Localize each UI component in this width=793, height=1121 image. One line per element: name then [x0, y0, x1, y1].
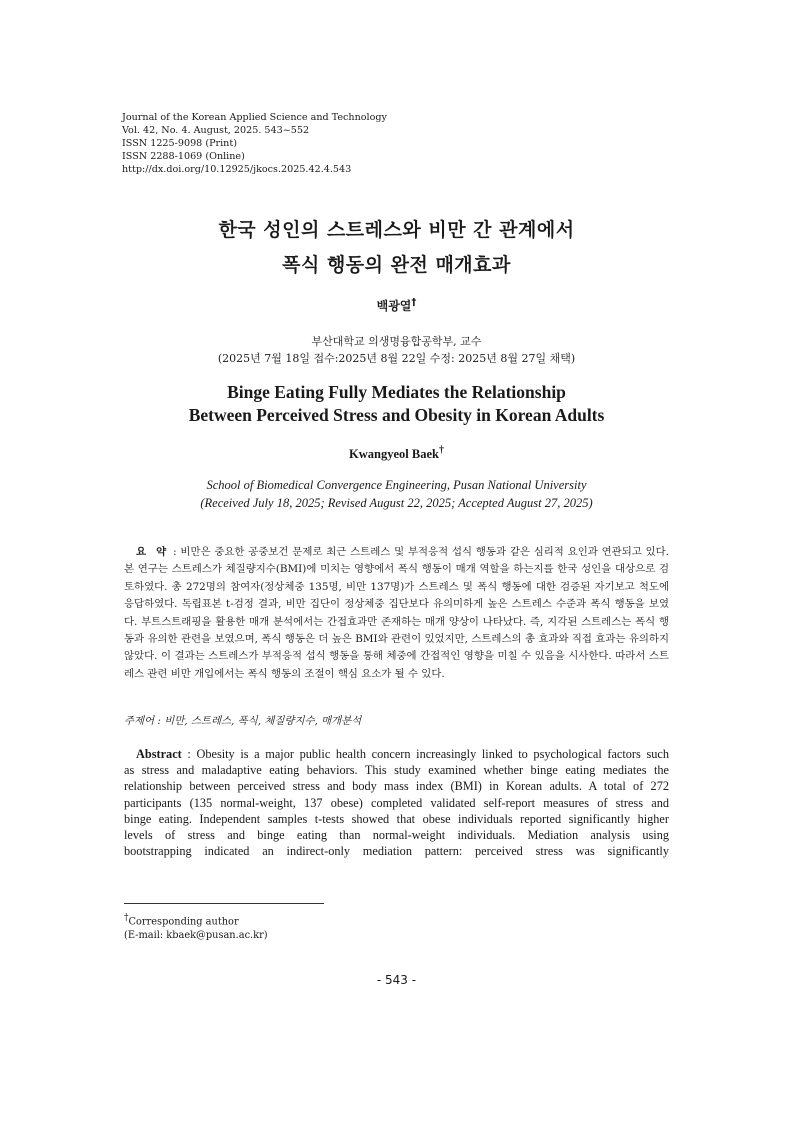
footnote-corresponding: [124, 911, 268, 929]
english-abstract-line: as stress and maladaptive eating behaviors. This study examined whether binge eating mediates the: [124, 763, 669, 778]
english-abstract-line: bootstrapping indicated an indirect-only mediation pattern: perceived stress was significantly: [124, 844, 669, 859]
korean-abstract-text: 비만은 중요한 공중보건 문제로 최근 스트레스 및 부적응적 섭식 행동과 같은 심리적 요인과 연관되고 있다. 본 연구는 스트레스가 체질량지수(BMI)에 미치는 영향에서 폭식 행동이 매개 역할을 하는지를 한국 성인을 대상으로 검토하였다. 총 272명의 참여자(정상체중 135명, 비만 137명)가 스트레스 및 폭식 행동에 대한 검증된 자기보고 척도에 응답하였다. 독립표본 t-검정 결과, 비만 집단이 정상체중 집단보다 유의미하게 높은 스트레스 수준과 폭식 행동을 보였다. 부트스트래핑을 활용한 매개 분석에서는 간접효과만 존재하는 매개 양상이 나타났다. 즉, 지각된 스트레스는 폭식 행동과 유의한 관련을 보였으며, 폭식 행동은 더 높은 BMI와 관련이 있었지만, 스트레스의 총 효과와 직접 효과는 유의하지 않았다. 이 결과는 스트레스가 부적응적 섭식 행동을 통해 체중에 간접적인 영향을 미칠 수 있음을 시사한다. 따라서 스트레스 관련 비만 개입에서는 폭식 행동의 조절이 핵심 요소가 될 수 있다.: [124, 546, 669, 680]
english-author: [0, 445, 793, 462]
english-title-line2: Between Perceived Stress and Obesity in Korean Adults: [188, 405, 605, 425]
footnote: [124, 911, 268, 943]
korean-author: [0, 297, 793, 314]
korean-author-name: 백광열: [376, 299, 412, 313]
english-abstract-line: relationship between perceived stress and body mass index (BMI) in Korean adults. A total of 272: [124, 779, 669, 794]
korean-abstract: [124, 544, 669, 683]
english-abstract-line: participants (135 normal-weight, 137 obese) completed validated self-report measures of stress and: [124, 795, 669, 810]
journal-issn-online: ISSN 2288-1069 (Online): [122, 150, 245, 162]
footnote-dagger: †: [124, 913, 129, 923]
english-abstract-line: levels of stress and binge eating than normal-weight individuals. Mediation analysis using: [124, 828, 669, 843]
footnote-divider: [124, 903, 324, 904]
english-author-dagger: †: [438, 445, 444, 456]
korean-abstract-separator: :: [169, 546, 181, 558]
journal-doi[interactable]: http://dx.doi.org/10.12925/jkocs.2025.42.4.543: [122, 163, 352, 175]
english-abstract: [124, 746, 669, 859]
footnote-line1: Corresponding author: [128, 916, 239, 928]
journal-header: [122, 112, 387, 177]
korean-author-dagger: †: [411, 297, 417, 308]
english-abstract-line: binge eating. Independent samples t-tests showed that obese individuals reported significantly higher: [124, 811, 669, 826]
english-abstract-line-text: Obesity is a major public health concern increasingly linked to psychological factors such: [196, 747, 669, 761]
english-title-line1: Binge Eating Fully Mediates the Relationship: [227, 382, 566, 402]
korean-dates: (2025년 7월 18일 접수:2025년 8월 22일 수정: 2025년 8월 27일 채택): [217, 352, 576, 365]
english-abstract-line: [124, 746, 669, 762]
journal-volume: Vol. 42, No. 4. August, 2025. 543~552: [122, 124, 310, 136]
journal-name: Journal of the Korean Applied Science and Technology: [122, 112, 387, 123]
korean-affiliation: 부산대학교 의생명융합공학부, 교수: [311, 335, 482, 348]
english-abstract-separator: :: [181, 747, 197, 761]
footnote-email[interactable]: (E-mail: kbaek@pusan.ac.kr): [124, 930, 268, 942]
journal-issn-print: ISSN 1225-9098 (Print): [122, 137, 237, 149]
english-affiliation: School of Biomedical Convergence Engineering, Pusan National University: [206, 478, 587, 492]
korean-abstract-label: 요 약: [136, 546, 170, 558]
korean-title-line2: 폭식 행동의 완전 매개효과: [282, 254, 511, 276]
english-dates: (Received July 18, 2025; Revised August 22, 2025; Accepted August 27, 2025): [200, 496, 593, 510]
english-abstract-label: Abstract: [136, 747, 182, 761]
page-number: - 543 -: [376, 973, 417, 987]
english-author-name: Kwangyeol Baek: [349, 447, 439, 461]
korean-keywords: 주제어 : 비만, 스트레스, 폭식, 체질량지수, 매개분석: [124, 715, 362, 727]
korean-title-line1: 한국 성인의 스트레스와 비만 간 관계에서: [218, 219, 575, 241]
